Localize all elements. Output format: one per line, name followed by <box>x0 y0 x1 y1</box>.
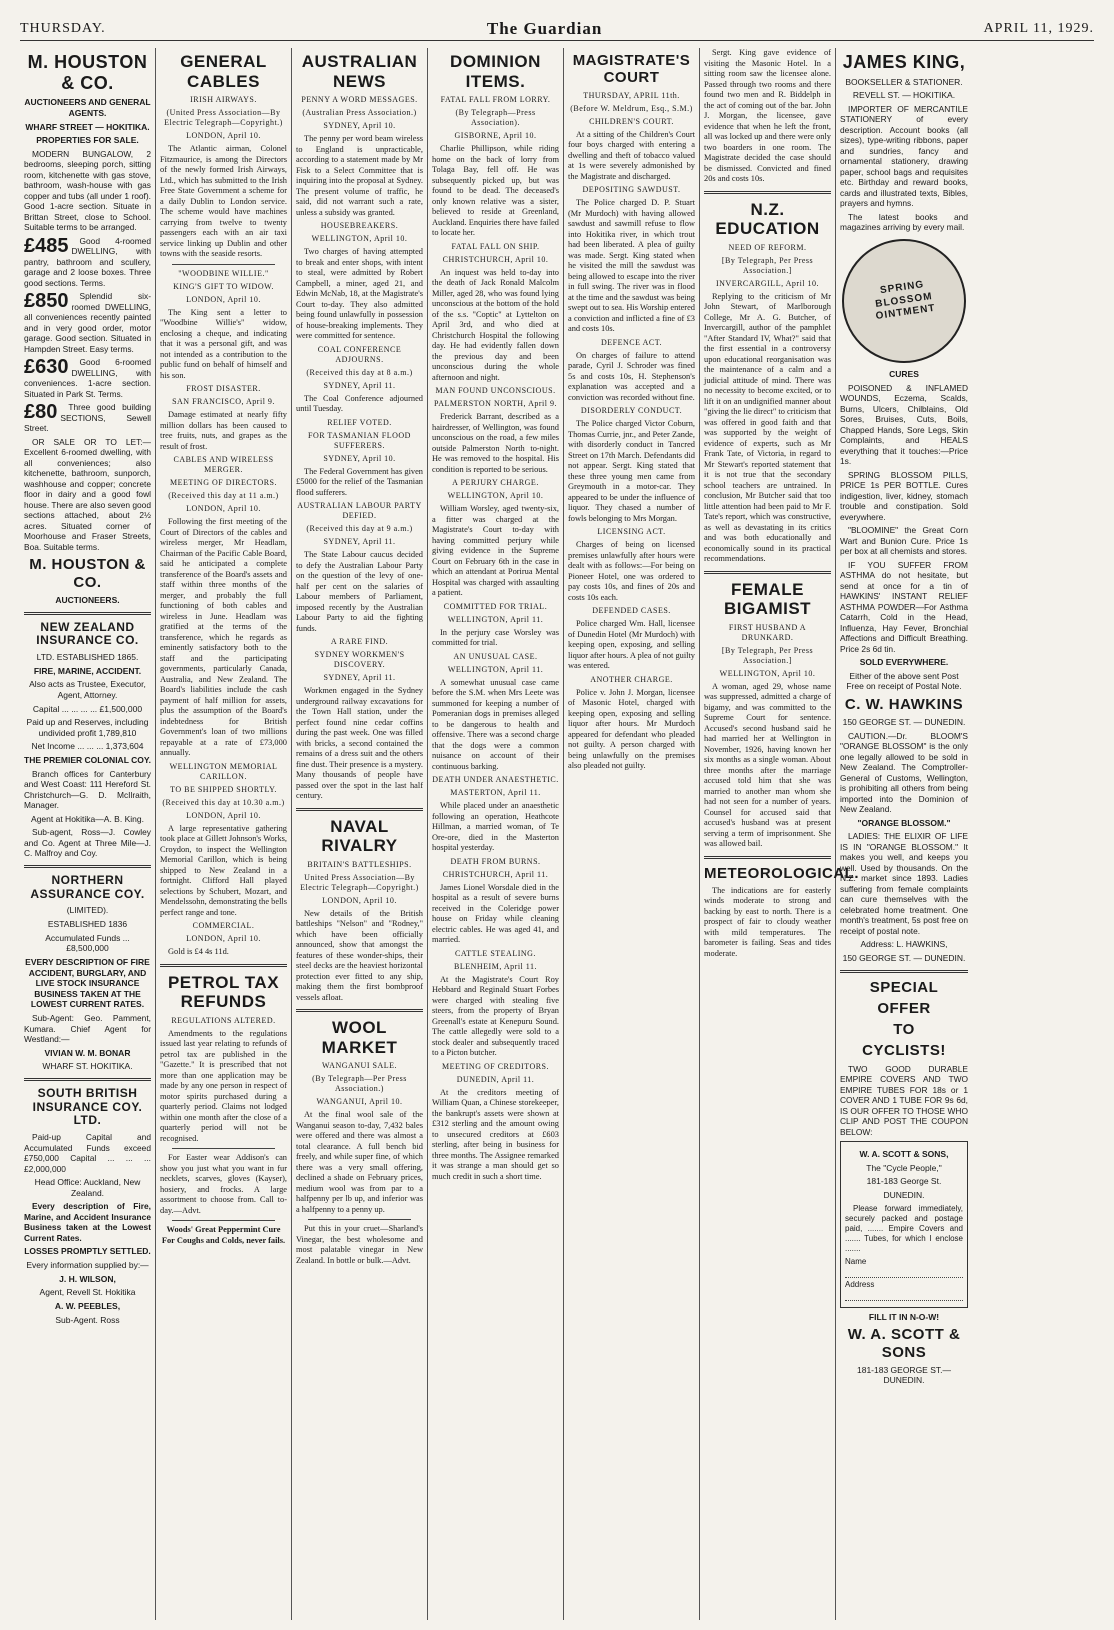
northern-subag: Sub-Agent: Geo. Pamment, Kumara. Chief Agent for Westland:— <box>24 1013 151 1045</box>
article-text: Charlie Phillipson, while riding home on the back of lorry from Tolaga Bay, fell off. He was subsequently picked up, but was found to be dead. The deceased's only known relative was a sister, believed to reside at Greenland, Auckland. Enquiries there have failed to locate her. <box>432 144 559 238</box>
article-text: A somewhat unusual case came before the S.M. when Mrs Leete was summoned for keeping a number of Pomeranian dogs in premises alleged to be dangerous to health and offensive. There was a second charge that the dogs were a common nuisance on account of their continuous barking. <box>432 677 559 771</box>
received: (Received this day at 8 a.m.) <box>306 367 413 377</box>
naval-rivalry-head: NAVAL RIVALRY <box>321 816 398 856</box>
subhead: LICENSING ACT. <box>597 527 666 536</box>
article-text: The Police charged Victor Coburn, Thomas Currie, jnr., and Peter Zande, with disorderly conduct in Tancred Street on 17th March. Defendants did not appear. Sergt. King stated that these three young men came from Greymouth in a motor-car. They appeared to be under the influence of liquor. They chased a number of fowls belonging to Mrs Morgan. <box>568 419 695 523</box>
special-head: SPECIAL <box>869 978 939 996</box>
to-head: TO <box>893 1021 915 1039</box>
article-text: The Federal Government has given £5000 for the relief of the Tasmanian flood sufferers. <box>296 466 423 497</box>
columns <box>20 48 1094 1620</box>
northern-limited: (LIMITED). <box>66 905 109 916</box>
subhead: TO BE SHIPPED SHORTLY. <box>170 784 277 794</box>
article-text: On charges of failure to attend parade, Cyril J. Schroder was fined 5s and costs 10s, H. Stephenson's explanation was accepted and a conviction was recorded without fine. <box>568 350 695 402</box>
subhead: WELLINGTON MEMORIAL CARILLON. <box>169 761 278 781</box>
irish-airways: IRISH AIRWAYS. <box>190 95 257 105</box>
subhead: MEETING OF CREDITORS. <box>441 1061 550 1071</box>
subhead: COAL CONFERENCE ADJOURNS. <box>317 344 402 364</box>
article-text: The Police charged D. P. Stuart (Mr Murdoch) with having allowed sawdust and sawmill refuse to flow into Hokitika river, in which trout had been liberated. A plea of guilty was made. Sergt. King stated when he visited the mill the sawdust was being allowed to escape into the river in full swing. The river was in flood at the time and the sawdust was being swept out to sea. His Worship entered a conviction and inflicted a fine of £3 and costs 10s. <box>568 198 695 333</box>
offer-head: OFFER <box>877 999 931 1017</box>
coupon-address-label: Address <box>845 1279 875 1289</box>
spring-blossom-seal-icon: SPRING BLOSSOM OINTMENT <box>842 239 966 363</box>
female-bigamist-head: FEMALE BIGAMIST <box>723 579 812 619</box>
meteorological-head: METEOROLOGICAL. <box>704 864 859 882</box>
dateline: SYDNEY, April 10. <box>323 453 396 463</box>
subhead: WANGANUI SALE. <box>322 1061 397 1071</box>
head-office: Head Office: Auckland, New Zealand. <box>34 1177 141 1198</box>
dateline: SYDNEY, April 10. <box>323 121 396 131</box>
branch: Branch offices for Canterbury and West Coast: 111 Hereford St. Christchurch—G. D. McIlraith, Manager. <box>24 768 151 811</box>
credit: (By Telegraph—Per Press Association.) <box>312 1074 407 1094</box>
dateline: WELLINGTON, April 10. <box>719 668 816 678</box>
subhead: COMMERCIAL. <box>192 921 255 931</box>
subhead: HOUSEBREAKERS. <box>320 221 399 231</box>
subhead: FIRST HUSBAND A DRUNKARD. <box>728 622 807 642</box>
houston-head-2: M. HOUSTON & CO. <box>29 556 146 591</box>
article-text: New details of the British battleships "Nelson" and "Rodney," which have been officially announced, show that amongst the features of these wonder-ships, their steel decks are the heaviest horizontal protection ever fitted to any ship, making them the first bombproof vessels afloat. <box>296 908 423 1002</box>
either-note: Either of the above sent Post Free on receipt of Postal Note. <box>846 670 962 692</box>
article-text: Two charges of having attempted to break and enter shops, with intent to steal, were admitted by Robert Campbell, a miner, aged 21, and Edwin McNab, 18, at the Magistrate's Court to-day. They also admitted being found unlawfully in possession of house-breaking implements. They were committed for sentence. <box>296 247 423 341</box>
subhead: NEED OF REFORM. <box>728 242 807 252</box>
northern-funds: Accumulated Funds ... £8,500,000 <box>45 932 130 954</box>
to-let-ad: OR SALE OR TO LET:—Excellent 6-roomed dwelling, with all conveniences; also kitchenette, bathroom, sunporch, washhouse and copper; concrete floor in dairy and a good fowl house. There are also seven good sections attached, about 2½ acres. Situated corner of Moorhouse and Fraser Streets, Boa. Suitable terms. <box>24 436 151 552</box>
fill-it-in: FILL IT IN N-O-W! <box>868 1311 940 1322</box>
apa-credit: (Australian Press Association.) <box>302 108 417 118</box>
subhead: RELIEF VOTED. <box>327 417 392 427</box>
fire-marine: FIRE, MARINE, ACCIDENT. <box>33 665 142 676</box>
dateline: SYDNEY, April 11. <box>323 380 396 390</box>
article-text: An inquest was held to-day into the death of Jack Ronald Malcolm Miller, aged 28, who was found lying unconscious at the bottom of the hold of the s.s. "Coptic" at Lyttelton on April 3rd, and who died at Christchurch Hospital the following day. He had evidently fallen down the previous day and been unconscious during the whole afternoon and night. <box>432 267 559 382</box>
reserves: Paid up and Reserves, including undivided profit 1,789,810 <box>26 717 149 738</box>
received: (Received this day at 9 a.m.) <box>306 524 413 534</box>
subhead: "WOODBINE WILLIE." <box>178 268 269 278</box>
dateline: BLENHEIM, April 11. <box>454 961 537 971</box>
price-ad-4: £80 Three good building SECTIONS, Sewell Street. <box>24 401 151 434</box>
column-1 <box>20 48 156 1620</box>
cyclists-head: CYCLISTS! <box>862 1042 946 1060</box>
article-text: The indications are for easterly winds moderate to strong and backing by east to north. There is a prospect of fair to cloudy weather with mild temperatures. The barometer is failing. Seas and tides moderate. <box>704 885 831 958</box>
subhead: BRITAIN'S BATTLESHIPS. <box>307 859 412 869</box>
every-desc: Every description of Fire, Marine, and Accident Insurance Business taken at the Lowest Current Rates. <box>24 1201 151 1243</box>
cycle-offer: TWO GOOD DURABLE EMPIRE COVERS AND TWO EMPIRE TUBES FOR 18s or 1 COVER AND 1 TUBE FOR 9s 6d, IS OUR OFFER TO THOSE WHO CLIP AND POST THE COUPON BELOW: <box>840 1063 968 1137</box>
subhead: A RARE FIND. <box>330 637 389 647</box>
dateline: WELLINGTON, April 11. <box>447 614 544 624</box>
houston-addr: WHARF STREET — HOKITIKA. <box>25 121 150 132</box>
cures-text: POISONED & INFLAMED WOUNDS, Eczema, Scalds, Burns, Ulcers, Chilblains, Old Sores, Bruises, Cuts, Boils, Chapped Hands, Sore Legs, Skin Complaints, and HEALS everything that it touches:—Price 1s. <box>840 382 968 467</box>
article-text: Charges of being on licensed premises unlawfully after hours were dealt with as follows:—For being on Pioneer Hotel, one was ordered to pay costs 10s, and fines of 20s and costs 10s each. <box>568 540 695 602</box>
houston-head: M. HOUSTON & CO. <box>27 52 148 93</box>
revell: Agent, Revell St. Hokitika <box>39 1287 136 1298</box>
properties-head: PROPERTIES FOR SALE. <box>36 135 139 146</box>
price-ad-1: £485 Good 4-roomed DWELLING, with pantry, bathroom and scullery, garage and 2 loose boxes. Three good sections. Terms. <box>24 234 151 288</box>
subhead: MAN FOUND UNCONSCIOUS. <box>435 386 556 396</box>
dateline: MASTERTON, April 11. <box>450 788 541 798</box>
subhead: CABLES AND WIRELESS MERGER. <box>173 455 274 475</box>
subhead: PENNY A WORD MESSAGES. <box>301 95 418 105</box>
article-text: The King sent a letter to "Woodbine Willie's" widow, enclosing a cheque, and indicating that it was a personal gift, and was not intended as a contribution to the public fund on behalf of himself and his son. <box>160 307 287 380</box>
vivian: VIVIAN W. M. BONAR <box>44 1047 131 1058</box>
james-king-head: JAMES KING, <box>842 52 966 72</box>
column-7 <box>836 48 972 1620</box>
trustee: Also acts as Trustee, Executor, Agent, Attorney. <box>29 679 146 700</box>
subhead: FROST DISASTER. <box>186 384 261 394</box>
petrol-tax-head: PETROL TAX REFUNDS <box>167 972 280 1012</box>
scott-addr: 181-183 GEORGE ST.—DUNEDIN. <box>856 1364 951 1386</box>
address-line-2: 150 GEORGE ST. — DUNEDIN. <box>842 953 966 964</box>
australian-news-head: AUSTRALIAN NEWS <box>301 52 418 91</box>
article-text: A large representative gathering took place at Gillett Johnson's Works, Croydon, to inspect the Wellington Memorial Carillon, which is being shipped to New Zealand in a fortnight. Clifford Hall played selections by Schubert, Mozart, and Mendelssohn, demonstrating the bells perfect range and tone. <box>160 823 288 917</box>
column-2 <box>156 48 292 1620</box>
ladies-ad: LADIES: THE ELIXIR OF LIFE IS IN "ORANGE BLOSSOM." It makes you well, and keeps you well. Used by thousands. On the N.Z. market since 1893. Ladies suffering from female complaints can cure themselves with the celebrated home treatment. One month's treatment, 5s post free on receipt of postal note. <box>840 831 968 936</box>
importer: IMPORTER OF MERCANTILE STATIONERY of every description. Account books (all sizes), type-writing ribbons, paper and sundries, fancy and ornamental stationery, drawing paper, school bags and requisites etc. Birthday and reward books, cards and illustrated texts, Bibles, prayers and hymns. <box>840 103 968 209</box>
article-text: A woman, aged 29, whose name was suppressed, admitted a charge of bigamy, and was committed to the Supreme Court for sentence. Accused's second husband said he had married her at Wellington in November, 1926, having known her six months as a single woman. About three months after the marriage accused told him that she was married to another man whom she had not seen for a number of years. Counsel for accused said that accused's husband was at present serving a term of imprisonment. She was allowed bail. <box>704 681 831 849</box>
hawkins-addr: 150 GEORGE ST. — DUNEDIN. <box>842 717 966 728</box>
masthead <box>20 18 1094 41</box>
article-text: While placed under an anaesthetic following an operation, Heathcote Hillman, a married woman, of Te Ore-ore, died in the Masterton hospital yesterday. <box>432 801 559 853</box>
pills-ad: SPRING BLOSSOM PILLS, PRICE 1s PER BOTTLE. Cures indigestion, liver, kidney, stomach trouble and constipation. Sold everywhere. <box>840 469 968 522</box>
dateline: SYDNEY, April 11. <box>323 673 396 683</box>
orange-blossom: "ORANGE BLOSSOM." <box>857 817 951 828</box>
dateline: SYDNEY, April 11. <box>323 537 396 547</box>
column-5 <box>564 48 700 1620</box>
article-text: At a sitting of the Children's Court four boys charged with entering a dwelling and theft of tobacco valued at 1s were severely admonished by the Magistrate and discharged. <box>568 129 695 181</box>
subhead: DEFENCE ACT. <box>601 337 662 347</box>
info: Every information supplied by:— <box>26 1260 149 1271</box>
upa-credit: United Press Association—By Electric Telegraph—Copyright.) <box>300 872 419 892</box>
column-6 <box>700 48 859 1620</box>
article-text: James Lionel Worsdale died in the hospital as a result of severe burns received in the Coleridge power house on Friday while cleaning electric cables. He was aged 41, and married. <box>432 882 559 945</box>
subhead: AUSTRALIAN LABOUR PARTY DEFIED. <box>297 501 422 521</box>
article-text: The penny per word beam wireless to England is unpracticable, according to a statement made by Mr Fisk to a Select Committee that is inquiring into the proposal at Sydney. The present volume of traffic, he said, did not warrant such a rate, unless a subsidy was granted. <box>296 134 423 217</box>
dateline: PALMERSTON NORTH, April 9. <box>434 399 557 409</box>
general-cables-head: GENERAL CABLES <box>180 52 267 91</box>
dominion-items-head: DOMINION ITEMS. <box>450 52 541 91</box>
masthead-date: APRIL 11, 1929. <box>983 21 1094 36</box>
coupon-addr: 181-183 George St. <box>866 1176 942 1187</box>
woods-advt: Woods' Great Peppermint Cure For Coughs and Colds, never fails. <box>161 1225 286 1245</box>
upa-credit: (United Press Association—By Electric Telegraph—Copyright.) <box>164 108 283 128</box>
price-ad-3: £630 Good 6-roomed DWELLING, with conveniences. 1-acre section. Situated in Park St. Terms. <box>24 356 151 399</box>
received: (Received this day at 10.30 a.m.) <box>162 797 285 807</box>
dateline: WANGANUI, April 10. <box>316 1097 403 1107</box>
masthead-title: The Guardian <box>486 19 603 38</box>
coupon-title: W. A. SCOTT & SONS, <box>859 1149 949 1160</box>
dateline: LONDON, April 10. <box>186 504 261 514</box>
subhead: SYDNEY WORKMEN'S DISCOVERY. <box>314 650 405 670</box>
easter-advt: For Easter wear Addison's can show you just what you want in fur necklets, scarves, gloves (Kayser), hosiery, and frocks. A large assortment to choose from. Call to-day.—Advt. <box>160 1153 287 1215</box>
received: (Received this day at 11 a.m.) <box>168 491 279 501</box>
sub-agent: Sub-agent, Ross—J. Cowley and Co. Agent at Three Mile—J. C. Malfroy and Coy. <box>24 827 151 859</box>
subhead: KING'S GIFT TO WIDOW. <box>173 281 274 291</box>
peebles: A. W. PEEBLES, <box>54 1300 121 1311</box>
dateline: GISBORNE, April 10. <box>454 131 537 141</box>
subhead: COMMITTED FOR TRIAL. <box>443 601 548 611</box>
net-income: Net Income ... ... ... 1,373,604 <box>31 741 144 752</box>
dateline: CHRISTCHURCH, April 11. <box>442 869 549 879</box>
asthma-ad: IF YOU SUFFER FROM ASTHMA do not hesitate, but send at once for a tin of HAWKINS' INSTANT RELIEF ASTHMA POWDER—For Asthma Catarrh, Cold in the Head, Influenza, Hay Fever, Bronchial Affections and Difficult Breathing. Price 2s 6d tin. <box>840 559 968 654</box>
coupon-address-field[interactable] <box>845 1290 963 1301</box>
article-text: Following the first meeting of the Court of Directors of the cables and wireless merger, Mr Headlam, Chairman of the Pacific Cable Board, said he anticipated a complete transference of the Board's assets and staff within three months of the merger, and probably the full functioning of both cables and wireless in June. Headlam was gratified at the terms of the transference, which he regards as eminently satisfactory both to the staff and the participating governments, particularly Canada, Australia, and New Zealand. The Board's liabilities include the cash payment of half million for assets, plus the assumption of the Board's indebtedness for British Government's loan of two millions repayable at a rate of £73,000 annually. <box>160 517 287 758</box>
address: REVELL ST. — HOKITIKA. <box>852 90 956 101</box>
cures-head: CURES <box>889 368 919 379</box>
article-text: The Atlantic airman, Colonel Fitzmaurice, is among the Directors of the newly formed Irish Airways, Ltd., which has submitted to the Irish Free State Government a scheme for a daily Dublin to London service. The scheme would have machines carrying from twelve to twenty passengers each with an air taxi service linking up Dublin and other towns with the seaside resorts. <box>160 144 287 259</box>
sharland-advt: Put this in your cruet—Sharland's Vinegar, the best wholesome and most palatable vinegar in New Zealand. In bottle or bulk.—Advt. <box>296 1224 423 1265</box>
dateline: DUNEDIN, April 11. <box>456 1074 535 1084</box>
dateline: LONDON, April 10. <box>186 294 261 304</box>
auctioneers: AUCTIONEERS. <box>55 594 120 605</box>
south-british-head: SOUTH BRITISH INSURANCE COY. LTD. <box>32 1085 143 1128</box>
bungalow-ad: MODERN BUNGALOW, 2 bedrooms, sleeping porch, sitting room, kitchenette with gas stove, bathroom, wash-house with gas copper and tubs (all under 1 roof). Good 1-acre section. Situate in Brittan Street, close to School. Suitable terms to be arranged. <box>24 148 151 233</box>
subhead: DISORDERLY CONDUCT. <box>580 406 683 415</box>
article-text: Sergt. King gave evidence of visiting the Masonic Hotel. In a sitting room saw the licensee alone. Passed through two rooms and there found two men and R. Biddelph in the act of coming out of the bar. John J. Morgan, the licensee, gave evidence that when he left the front, all was locked up and there were only two boarders in one room. The Magistrate decided the case should be dismissed. Convicted and fined 20s and costs 10s. <box>704 48 831 183</box>
subhead: CHILDREN'S COURT. <box>589 116 674 126</box>
credit: [By Telegraph, Per Press Association.] <box>721 255 814 275</box>
article-text: Police v. John J. Morgan, licensee of Masonic Hotel, charged with keeping open, exposing and selling liquor after hours. Mr Murdoch appeared for defendant who pleaded not guilty. A person charged with being unlawfully on the premises also pleaded not guilty. <box>568 687 695 770</box>
vivian-addr: WHARF ST. HOKITIKA. <box>42 1061 133 1072</box>
dateline: LONDON, April 10. <box>186 131 261 141</box>
article-text: Gold is £4 4s 11d. <box>168 947 229 957</box>
column-3 <box>292 48 428 1620</box>
nz-insurance-head: NEW ZEALAND INSURANCE CO. <box>36 619 139 648</box>
northern-est: ESTABLISHED 1836 <box>47 919 128 930</box>
column-4 <box>428 48 564 1620</box>
premier: THE PREMIER COLONIAL COY. <box>24 755 151 766</box>
article-text: The Coal Conference adjourned until Tuesday. <box>296 393 423 414</box>
article-text: Replying to the criticism of Mr John Stewart, of Marlborough College, Mr A. G. Butcher, of Invercargill, author of the pamphlet "After Standard IV, What?" said that the first essential in a controversy upon educational reorganisation was the maintenance of a calm and a judicial attitude of mind. There was no necessity to become excited, or to lift it on an undignified manner about "giving the lie direct" to criticism that was offered in good faith and that was supported by the weight of evidence of experts, such as Mr Frank Tate, of Victoria, in regard to Mr Stewart's reported statement that it is not true that the secondary school teachers are untrained. In conclusion, Mr Butcher said that too little attention had been paid to Mr F. Tate's report, which was constructive, as well as devastating in its critics and was both educationally and economically sound in its practical recommendations. <box>704 291 831 564</box>
nz-insurance-sub: LTD. ESTABLISHED 1865. <box>36 652 139 663</box>
dateline: SAN FRANCISCO, April 9. <box>172 397 275 407</box>
nz-education-head: N.Z. EDUCATION <box>715 199 820 239</box>
article-text: Police charged Wm. Hall, licensee of Dunedin Hotel (Mr Murdoch) with keeping open, exposing, and selling liquor after hours. A plea of not guilty was entered. <box>568 619 695 670</box>
subhead: (Before W. Meldrum, Esq., S.M.) <box>570 103 693 113</box>
coupon-city: DUNEDIN. <box>883 1190 925 1201</box>
subhead: FATAL FALL FROM LORRY. <box>440 95 551 105</box>
south-british-capital: Paid-up Capital and Accumulated Funds exceed £750,000 Capital ... ... ... £2,000,000 <box>24 1132 151 1174</box>
article-text: The State Labour caucus decided to defy the Australian Labour Party on the question of the levy of one-half per cent on the salaries of Labour members of Parliament, imposed recently by the Australian Labour Party to aid the fighting funds. <box>296 550 423 633</box>
dateline: LONDON, April 10. <box>186 810 261 820</box>
agent: Agent at Hokitika—A. B. King. <box>31 813 144 824</box>
houston-sub: AUCTIONEERS AND GENERAL AGENTS. <box>24 97 151 118</box>
credit: [By Telegraph, Per Press Association.] <box>721 645 814 665</box>
article-text: Damage estimated at nearly fifty million dollars has been caused to tree fruits, nuts, and grapes as the result of frost. <box>160 410 287 451</box>
coupon-sub: The "Cycle People," <box>866 1162 942 1173</box>
caution-ad: CAUTION.—Dr. BLOOM'S "ORANGE BLOSSOM" is the only one legally allowed to be sold in New Zealand. The Comptroller-General of Customs, Wellington, is prohibiting all others from being imported into the Dominion of New Zealand. <box>840 730 968 815</box>
article-text: At the Magistrate's Court Roy Hebbard and Reginald Stuart Forbes were charged with stealing five steers, from the property of Bryan Greenall's estate at Kenepuru Sound. The cattle allegedly were sold to a stock dealer and subsequently traced to a Picton butcher. <box>432 974 559 1058</box>
dateline: WELLINGTON, April 10. <box>447 491 544 501</box>
article-text: Frederick Barrant, described as a hairdresser, of Wellington, was found unconscious on the road, a few miles outside Palmerston North to-night. He was removed to the hospital. His condition is reported to be serious. <box>432 412 559 474</box>
latest-books: The latest books and magazines arriving by every mail. <box>840 211 968 233</box>
wilson: J. H. WILSON, <box>59 1273 116 1284</box>
subhead: AN UNUSUAL CASE. <box>453 651 538 661</box>
northern-every: EVERY DESCRIPTION OF FIRE ACCIDENT, BURGLARY, AND LIVE STOCK INSURANCE BUSINESS TAKEN AT THE LOWEST CURRENT RATES. <box>25 956 150 1010</box>
article-text: William Worsley, aged twenty-six, a fitter was charged at the Magistrate's Court to-day with having committed perjury while giving evidence in the Supreme Court on February 6th in the case in which an attendant at Porirua Mental Hospital was charged with assaulting a patient. <box>432 504 559 598</box>
subhead: FATAL FALL ON SHIP. <box>451 241 540 251</box>
subhead: ANOTHER CHARGE. <box>590 674 673 684</box>
coupon-name-label: Name <box>845 1256 867 1266</box>
subhead: CATTLE STEALING. <box>455 948 536 958</box>
subhead: DEFENDED CASES. <box>592 606 671 615</box>
credit: (By Telegraph—Press Association). <box>455 108 536 128</box>
bloomine-ad: "BLOOMINE" the Great Corn Wart and Bunion Cure. Price 1s per box at all chemists and stores. <box>840 525 968 557</box>
subhead: THURSDAY, APRIL 11th. <box>583 90 680 100</box>
dateline: LONDON, April 10. <box>186 934 261 944</box>
capital: Capital ... ... ... ... £1,500,000 <box>32 703 143 714</box>
hawkins-head: C. W. HAWKINS <box>844 695 964 713</box>
subhead: DEPOSITING SAWDUST. <box>582 185 681 194</box>
sold-everywhere: SOLD EVERYWHERE. <box>859 657 949 668</box>
coupon-text: Please forward immediately, securely packed and postage paid, ....... Empire Covers and ....... Tubes, for which I enclose ....... <box>845 1203 963 1253</box>
price-ad-2: £850 Splendid six-roomed DWELLING, all conveniences recently painted and in very good order, motor garage. Good section. Situated in Hampden Street. Easy terms. <box>24 290 151 354</box>
article-text: In the perjury case Worsley was committed for trial. <box>432 627 559 648</box>
magistrates-court-head: MAGISTRATE'S COURT <box>572 52 691 87</box>
subhead: FOR TASMANIAN FLOOD SUFFERERS. <box>308 430 411 450</box>
bookseller: BOOKSELLER & STATIONER. <box>845 76 963 87</box>
article-text: Workmen engaged in the Sydney underground railway excavations for the Town Hall station, under the perfect found nine cedar coffins during the past week. One was filled with bricks, a second contained the remains of a dress suit and the others fine dust. Their presence is a mystery. Many thousands of people have passed over the spot in the last half century. <box>296 686 423 801</box>
subhead: DEATH UNDER ANAESTHETIC. <box>432 775 559 785</box>
ross: Sub-Agent. Ross <box>55 1314 120 1325</box>
article-text: At the creditors meeting of William Quan, a Chinese storekeeper, the bankrupt's assets were shown at £312 sterling and the amount owing to unsecured creditors at £603 sterling, after being in business for three months. The Assignee remarked it was strange a man should get so much credit in such a short time. <box>432 1087 559 1181</box>
dateline: LONDON, April 10. <box>322 895 397 905</box>
dateline: CHRISTCHURCH, April 10. <box>442 254 549 264</box>
subhead: REGULATIONS ALTERED. <box>171 1015 276 1025</box>
scott-head: W. A. SCOTT & SONS <box>847 1326 961 1361</box>
subhead: DEATH FROM BURNS. <box>450 856 541 866</box>
subhead: A PERJURY CHARGE. <box>452 478 539 488</box>
dateline: WELLINGTON, April 11. <box>447 664 544 674</box>
subhead: MEETING OF DIRECTORS. <box>169 478 278 488</box>
dateline: INVERCARGILL, April 10. <box>715 278 820 288</box>
address-line: Address: L. HAWKINS, <box>860 939 948 950</box>
northern-head: NORTHERN ASSURANCE COY. <box>30 872 145 901</box>
losses: LOSSES PROMPTLY SETTLED. <box>24 1246 151 1257</box>
dateline: WELLINGTON, April 10. <box>311 234 408 244</box>
article-text: At the final wool sale of the Wanganui season to-day, 7,432 bales were offered and there was almost a total clearance. A full bench bid freely, and while super fine, of which there was a very small offering, declined a shade on February prices, medium wool was from par to a halfpenny per lb up, and inferior was a halfpenny to a penny up. <box>296 1110 423 1214</box>
coupon-form[interactable] <box>840 1141 968 1308</box>
coupon-name-field[interactable] <box>845 1267 963 1278</box>
wool-market-head: WOOL MARKET <box>321 1018 398 1057</box>
masthead-day: THURSDAY. <box>20 21 106 36</box>
article-text: Amendments to the regulations issued last year relating to refunds of petrol tax are published in the "Gazette." It is prescribed that not more than one application may be made by any one person in respect of motor spirits purchased during a quarterly period. Claims not lodged within one month after the close of a quarterly period will not be recognised. <box>160 1028 287 1143</box>
